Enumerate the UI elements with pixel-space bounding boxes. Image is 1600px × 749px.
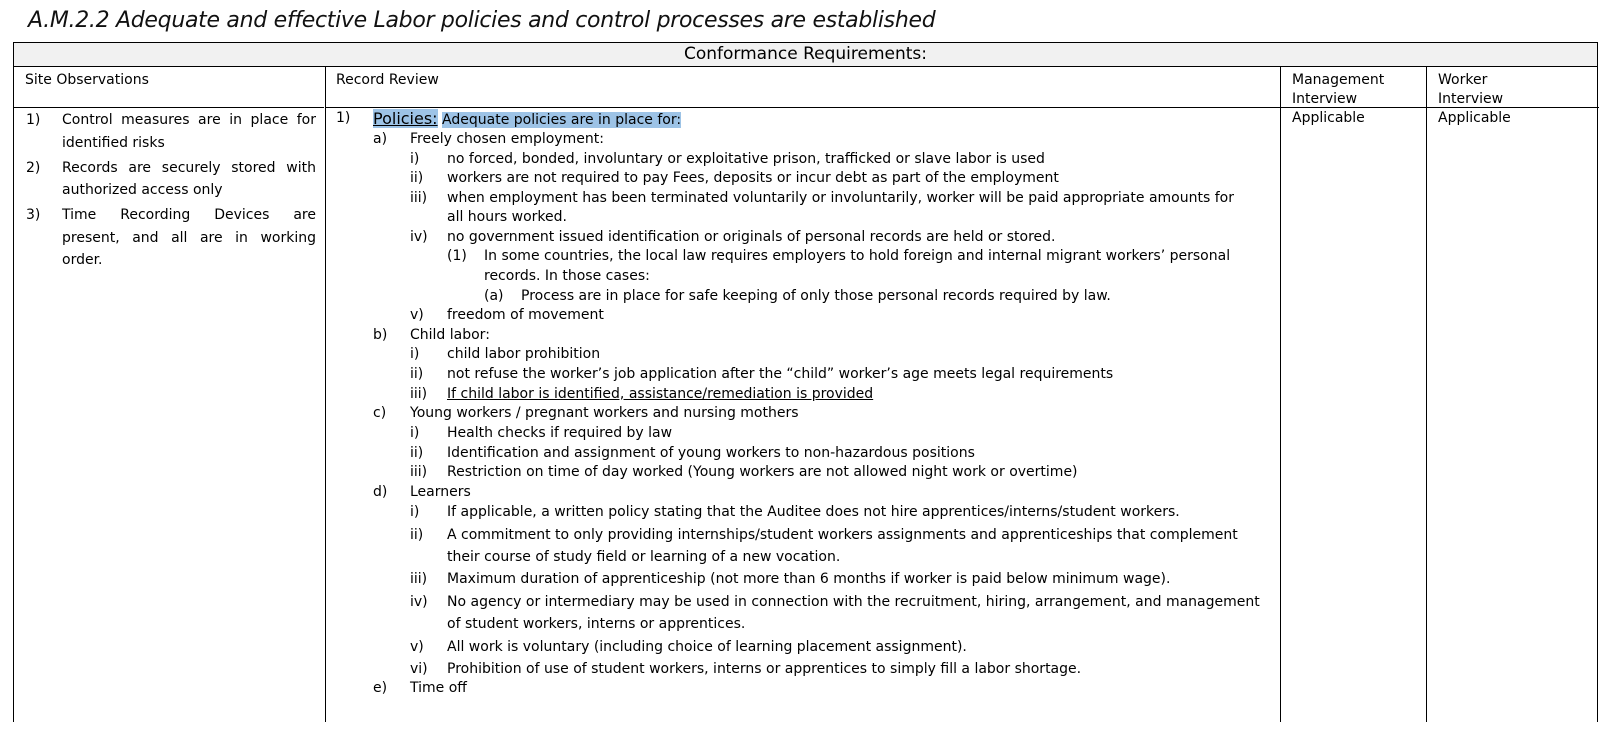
- item-number: iv): [410, 229, 428, 245]
- item-number: e): [373, 680, 388, 696]
- record-review-item: If child labor is identified, assistance/remediation is provided: [447, 385, 874, 402]
- item-number: a): [373, 131, 388, 147]
- item-number: iii): [410, 464, 428, 480]
- item-number: vi): [410, 661, 428, 677]
- item-number: iii): [410, 571, 428, 587]
- item-number: d): [373, 483, 388, 500]
- header-management-interview: Management Interview: [1281, 67, 1427, 108]
- item-text: Control measures are in place for identified risks: [62, 112, 316, 151]
- record-review-item: If applicable, a written policy stating that the Auditee does not hire apprentices/interns/student workers.: [447, 503, 1180, 520]
- item-number: 1): [336, 110, 351, 126]
- item-number: (1): [447, 248, 467, 264]
- item-number: ii): [410, 170, 424, 186]
- record-review-item: Maximum duration of apprenticeship (not more than 6 months if worker is paid below minimum wage).: [447, 571, 1171, 587]
- management-applicable: Applicable: [1292, 110, 1365, 126]
- record-review-item: Time off: [410, 680, 467, 696]
- item-number: i): [410, 346, 420, 362]
- list-item: [26, 109, 316, 154]
- item-number: iii): [410, 189, 428, 206]
- item-text: Time Recording Devices are present, and all are in working order.: [62, 207, 316, 268]
- record-review-item: A commitment to only providing internships/student workers assignments and apprenticeships that complement: [447, 526, 1238, 543]
- record-review-item: Restriction on time of day worked (Young workers are not allowed night work or overtime): [447, 464, 1078, 480]
- record-review-item: their course of study field or learning of a new vocation.: [447, 548, 841, 565]
- record-review-item: no forced, bonded, involuntary or exploitative prison, trafficked or slave labor is used: [447, 150, 1045, 167]
- item-number: ii): [410, 526, 424, 543]
- item-number: 2): [26, 159, 41, 176]
- record-review-item: workers are not required to pay Fees, deposits or incur debt as part of the employment: [447, 170, 1059, 186]
- item-number: c): [373, 405, 387, 421]
- header-record-review: Record Review: [325, 67, 1281, 108]
- record-review-item: All work is voluntary (including choice of learning placement assignment).: [447, 638, 967, 655]
- column-divider: [1426, 67, 1427, 722]
- record-review-item: Identification and assignment of young workers to non-hazardous positions: [447, 444, 975, 461]
- list-item: [26, 204, 316, 272]
- column-divider: [325, 67, 326, 722]
- record-review-item: Learners: [410, 483, 471, 500]
- policies-label: Policies:: [373, 109, 438, 128]
- item-number: iii): [410, 385, 428, 402]
- record-review-item: not refuse the worker’s job application after the “child” worker’s age meets legal requirements: [447, 366, 1114, 382]
- record-review-item: freedom of movement: [447, 307, 604, 323]
- list-item: [26, 157, 316, 202]
- item-number: v): [410, 638, 424, 655]
- item-number: 3): [26, 207, 41, 223]
- record-review-item: In some countries, the local law requires employers to hold foreign and internal migrant workers’ personal: [484, 248, 1231, 264]
- record-review-item: Child labor:: [410, 326, 490, 343]
- record-review-item: all hours worked.: [447, 209, 567, 225]
- record-review-item: No agency or intermediary may be used in connection with the recruitment, hiring, arrangement, and management: [447, 594, 1260, 610]
- conformance-banner: Conformance Requirements:: [14, 43, 1597, 67]
- item-number: i): [410, 150, 420, 167]
- item-number: ii): [410, 444, 424, 461]
- item-number: (a): [484, 287, 504, 304]
- record-review-item: Process are in place for safe keeping of only those personal records required by law.: [521, 287, 1111, 304]
- policies-text: Adequate policies are in place for:: [442, 112, 682, 128]
- header-worker-interview: Worker Interview: [1427, 67, 1599, 108]
- item-number: v): [410, 307, 424, 323]
- item-number: i): [410, 425, 420, 441]
- item-number: ii): [410, 366, 424, 382]
- item-number: i): [410, 503, 420, 520]
- record-review-item: no government issued identification or originals of personal records are held or stored.: [447, 229, 1056, 245]
- record-review-item: Young workers / pregnant workers and nursing mothers: [410, 405, 799, 421]
- worker-applicable: Applicable: [1438, 110, 1511, 126]
- item-number: b): [373, 326, 388, 343]
- record-review-item: Health checks if required by law: [447, 425, 673, 441]
- conformance-table: [13, 42, 1598, 722]
- record-review-item: when employment has been terminated voluntarily or involuntarily, worker will be paid appropriate amounts for: [447, 189, 1234, 206]
- item-number: iv): [410, 594, 428, 610]
- item-number: 1): [26, 112, 41, 128]
- page-title: A.M.2.2 Adequate and effective Labor policies and control processes are established: [28, 8, 936, 33]
- record-review-item: child labor prohibition: [447, 346, 601, 362]
- record-review-item: of student workers, interns or apprentices.: [447, 616, 746, 632]
- header-site-observations: Site Observations: [14, 67, 324, 108]
- record-review-item: Freely chosen employment:: [410, 131, 604, 147]
- record-review-list: [336, 109, 1286, 749]
- item-text: Records are securely stored with authorized access only: [62, 159, 316, 198]
- record-review-item: records. In those cases:: [484, 268, 650, 284]
- site-observations-list: [26, 109, 316, 274]
- record-review-item: Prohibition of use of student workers, interns or apprentices to simply fill a labor shortage.: [447, 661, 1082, 677]
